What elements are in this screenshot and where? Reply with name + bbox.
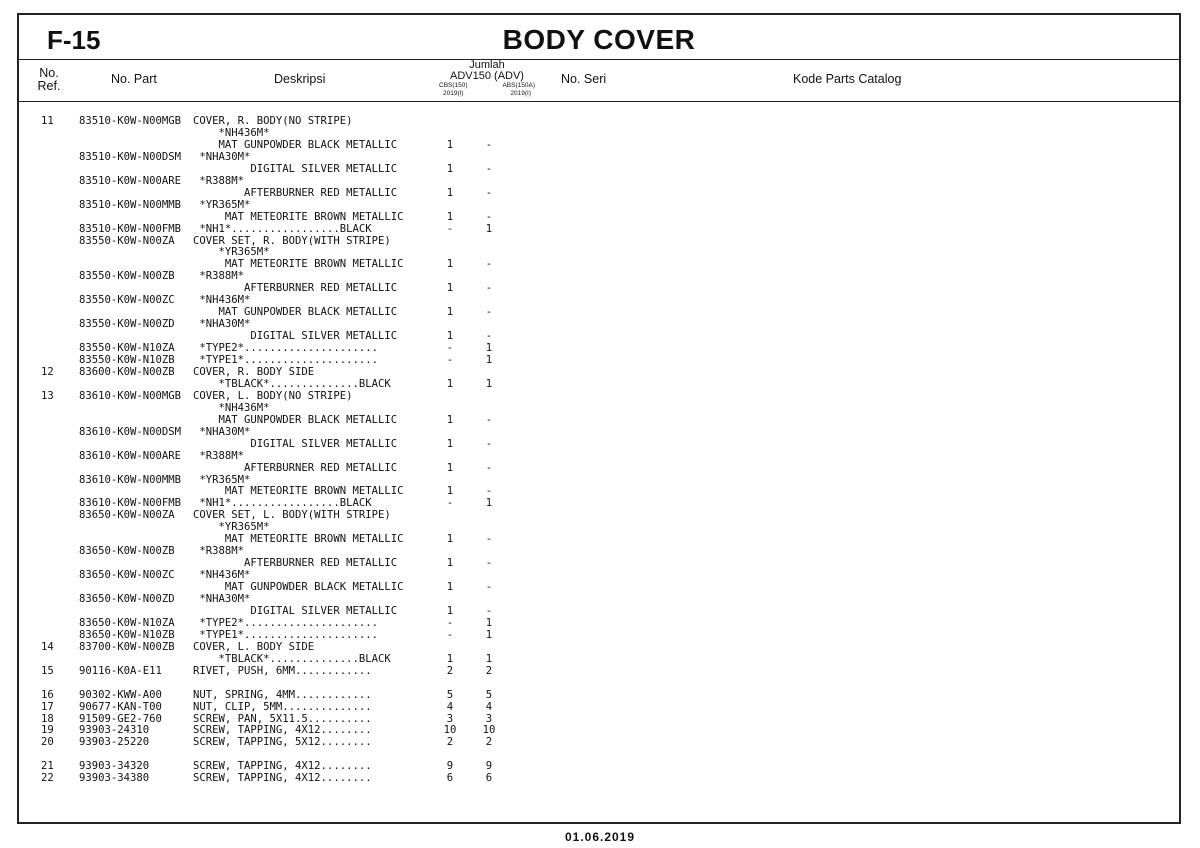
part-description: DIGITAL SILVER METALLIC xyxy=(193,330,398,343)
qty-cbs: 1 xyxy=(446,652,454,665)
qty-abs: 1 xyxy=(485,497,493,510)
column-header-row xyxy=(19,60,1179,102)
qty-abs: 1 xyxy=(485,222,493,235)
part-number: 83610-K0W-N00MGB xyxy=(79,389,182,402)
ref-number: 22 xyxy=(41,772,54,785)
part-description: *NHA30M* xyxy=(193,318,251,331)
part-description: NUT, SPRING, 4MM............ xyxy=(193,688,372,701)
variant2-year: 2019(I) xyxy=(510,90,531,97)
part-description: *NH436M* xyxy=(193,126,270,139)
qty-cbs: 1 xyxy=(446,557,454,570)
part-description: *NHA30M* xyxy=(193,425,251,438)
qty-abs: 1 xyxy=(485,652,493,665)
part-number: 90677-KAN-T00 xyxy=(79,700,162,713)
part-description: *NH436M* xyxy=(193,569,251,582)
part-description: *NH436M* xyxy=(193,294,251,307)
part-description: COVER, L. BODY(NO STRIPE) xyxy=(193,389,353,402)
qty-abs: - xyxy=(485,162,493,175)
part-description: MAT GUNPOWDER BLACK METALLIC xyxy=(193,413,398,426)
part-description: *YR365M* xyxy=(193,198,251,211)
qty-cbs: - xyxy=(446,628,454,641)
qty-abs: 2 xyxy=(485,736,493,749)
footer-date: 01.06.2019 xyxy=(564,830,636,844)
qty-abs: - xyxy=(485,557,493,570)
qty-abs: - xyxy=(485,604,493,617)
part-description: NUT, CLIP, 5MM.............. xyxy=(193,700,372,713)
ref-number: 18 xyxy=(41,712,54,725)
part-description: COVER, R. BODY(NO STRIPE) xyxy=(193,115,353,127)
column-no-seri: No. Seri xyxy=(561,72,607,86)
qty-abs: 6 xyxy=(485,772,493,785)
ref-number: 15 xyxy=(41,664,54,677)
part-number: 83550-K0W-N00ZB xyxy=(79,270,175,283)
qty-cbs: 1 xyxy=(446,162,454,175)
qty-cbs: 2 xyxy=(446,736,454,749)
qty-cbs: 1 xyxy=(446,485,454,498)
part-description: MAT METEORITE BROWN METALLIC xyxy=(193,533,404,546)
part-number: 91509-GE2-760 xyxy=(79,712,162,725)
column-deskripsi: Deskripsi xyxy=(274,72,326,86)
part-number: 83610-K0W-N00DSM xyxy=(79,425,182,438)
part-description: MAT METEORITE BROWN METALLIC xyxy=(193,210,404,223)
part-description: SCREW, TAPPING, 4X12........ xyxy=(193,760,372,773)
part-number: 83700-K0W-N00ZB xyxy=(79,640,175,653)
ref-number: 21 xyxy=(41,760,54,773)
qty-abs: - xyxy=(485,413,493,426)
part-number: 93903-34320 xyxy=(79,760,150,773)
part-description: *NH1*.................BLACK xyxy=(193,222,372,235)
part-number: 90116-K0A-E11 xyxy=(79,664,162,677)
part-number: 83610-K0W-N00FMB xyxy=(79,497,182,510)
part-number: 93903-24310 xyxy=(79,724,150,737)
part-description: *TYPE2*..................... xyxy=(193,616,378,629)
qty-abs: 1 xyxy=(485,354,493,366)
variant2-label: ABS(150A) xyxy=(502,82,535,89)
variant-row-2 xyxy=(437,90,537,98)
part-description: RIVET, PUSH, 6MM............ xyxy=(193,664,372,677)
part-description: *TBLACK*..............BLACK xyxy=(193,377,391,390)
ref-number: 16 xyxy=(41,688,54,701)
part-description: *YR365M* xyxy=(193,473,251,486)
qty-cbs: - xyxy=(446,354,454,366)
part-number: 83550-K0W-N00ZA xyxy=(79,234,175,247)
variant1-year: 2019(I) xyxy=(443,90,464,97)
ref-number: 19 xyxy=(41,724,54,737)
part-number: 83550-K0W-N00ZD xyxy=(79,318,175,331)
qty-abs: 5 xyxy=(485,688,493,701)
part-number: 83610-K0W-N00MMB xyxy=(79,473,182,486)
part-description: COVER, L. BODY SIDE xyxy=(193,640,315,653)
qty-cbs: - xyxy=(446,497,454,510)
column-kode-parts-catalog: Kode Parts Catalog xyxy=(793,72,902,86)
column-no-ref-line1: No. xyxy=(39,66,59,80)
part-description: MAT METEORITE BROWN METALLIC xyxy=(193,258,404,271)
qty-cbs: 1 xyxy=(446,413,454,426)
part-number: 83650-K0W-N00ZD xyxy=(79,593,175,605)
part-description: COVER SET, L. BODY(WITH STRIPE) xyxy=(193,509,391,522)
qty-abs: - xyxy=(485,282,493,295)
qty-cbs: 1 xyxy=(446,306,454,319)
part-description: DIGITAL SILVER METALLIC xyxy=(193,162,398,175)
part-description: MAT GUNPOWDER BLACK METALLIC xyxy=(193,581,404,594)
part-description: AFTERBURNER RED METALLIC xyxy=(193,557,398,570)
part-description: SCREW, TAPPING, 4X12........ xyxy=(193,772,372,785)
qty-cbs: 1 xyxy=(446,604,454,617)
part-description: *R388M* xyxy=(193,270,245,283)
part-number: 83550-K0W-N10ZB xyxy=(79,354,175,366)
part-description: AFTERBURNER RED METALLIC xyxy=(193,461,398,474)
part-number: 83650-K0W-N00ZA xyxy=(79,509,175,522)
ref-number: 14 xyxy=(41,640,54,653)
ref-number: 17 xyxy=(41,700,54,713)
qty-cbs: 1 xyxy=(446,186,454,199)
column-jumlah xyxy=(437,60,537,98)
part-number: 83610-K0W-N00ARE xyxy=(79,449,182,462)
part-number: 83510-K0W-N00MGB xyxy=(79,115,182,127)
qty-cbs: 1 xyxy=(446,533,454,546)
qty-abs: - xyxy=(485,138,493,151)
ref-number: 20 xyxy=(41,736,54,749)
qty-cbs: 1 xyxy=(446,138,454,151)
part-description: AFTERBURNER RED METALLIC xyxy=(193,186,398,199)
qty-cbs: 2 xyxy=(446,664,454,677)
part-description: DIGITAL SILVER METALLIC xyxy=(193,604,398,617)
part-description: *R388M* xyxy=(193,449,245,462)
ref-number: 12 xyxy=(41,365,54,378)
part-number: 83510-K0W-N00MMB xyxy=(79,198,182,211)
ref-number: 13 xyxy=(41,389,54,402)
qty-cbs: 3 xyxy=(446,712,454,725)
part-description: SCREW, TAPPING, 5X12........ xyxy=(193,736,372,749)
part-description: AFTERBURNER RED METALLIC xyxy=(193,282,398,295)
qty-abs: - xyxy=(485,258,493,271)
qty-abs: 1 xyxy=(485,616,493,629)
part-description: *R388M* xyxy=(193,174,245,187)
qty-cbs: 1 xyxy=(446,330,454,343)
part-number: 83650-K0W-N00ZB xyxy=(79,545,175,558)
qty-abs: - xyxy=(485,581,493,594)
part-description: *YR365M* xyxy=(193,246,270,259)
qty-cbs: - xyxy=(446,342,454,355)
part-description: COVER SET, R. BODY(WITH STRIPE) xyxy=(193,234,391,247)
variant1-label: CBS(150) xyxy=(439,82,468,89)
part-description: DIGITAL SILVER METALLIC xyxy=(193,437,398,450)
qty-abs: 10 xyxy=(482,724,496,737)
part-description: *TYPE1*..................... xyxy=(193,628,378,641)
qty-abs: 9 xyxy=(485,760,493,773)
part-number: 90302-KWW-A00 xyxy=(79,688,162,701)
part-description: *NHA30M* xyxy=(193,150,251,163)
column-no-part: No. Part xyxy=(111,72,157,86)
part-number: 83650-K0W-N10ZB xyxy=(79,628,175,641)
part-description: MAT GUNPOWDER BLACK METALLIC xyxy=(193,138,398,151)
qty-cbs: 1 xyxy=(446,437,454,450)
qty-cbs: 1 xyxy=(446,210,454,223)
qty-cbs: 1 xyxy=(446,258,454,271)
qty-abs: - xyxy=(485,461,493,474)
qty-cbs: 6 xyxy=(446,772,454,785)
part-number: 83510-K0W-N00DSM xyxy=(79,150,182,163)
qty-abs: - xyxy=(485,485,493,498)
qty-cbs: 5 xyxy=(446,688,454,701)
part-description: COVER, R. BODY SIDE xyxy=(193,365,315,378)
variant-row-1 xyxy=(437,82,537,90)
part-description: *NH436M* xyxy=(193,401,270,414)
part-number: 93903-25220 xyxy=(79,736,150,749)
qty-abs: 1 xyxy=(485,342,493,355)
qty-abs: - xyxy=(485,330,493,343)
qty-cbs: 1 xyxy=(446,461,454,474)
column-no-ref-line2: Ref. xyxy=(37,79,61,93)
qty-abs: - xyxy=(485,437,493,450)
part-description: SCREW, TAPPING, 4X12........ xyxy=(193,724,372,737)
qty-cbs: 4 xyxy=(446,700,454,713)
part-number: 83510-K0W-N00FMB xyxy=(79,222,182,235)
qty-cbs: - xyxy=(446,616,454,629)
part-number: 83650-K0W-N10ZA xyxy=(79,616,175,629)
qty-abs: 1 xyxy=(485,377,493,390)
part-description: *TBLACK*..............BLACK xyxy=(193,652,391,665)
column-jumlah-model: ADV150 (ADV) xyxy=(450,70,524,82)
part-description: MAT METEORITE BROWN METALLIC xyxy=(193,485,404,498)
column-no-ref xyxy=(35,67,63,93)
ref-number: 11 xyxy=(41,115,54,127)
part-description: *YR365M* xyxy=(193,521,270,534)
page-frame xyxy=(17,13,1181,824)
qty-cbs: 1 xyxy=(446,581,454,594)
qty-abs: - xyxy=(485,533,493,546)
part-description: *R388M* xyxy=(193,545,245,558)
qty-cbs: 9 xyxy=(446,760,454,773)
column-jumlah-label: Jumlah xyxy=(469,59,505,71)
qty-cbs: 1 xyxy=(446,282,454,295)
qty-cbs: - xyxy=(446,222,454,235)
qty-abs: - xyxy=(485,210,493,223)
part-number: 83600-K0W-N00ZB xyxy=(79,365,175,378)
qty-abs: - xyxy=(485,306,493,319)
part-description: *NH1*.................BLACK xyxy=(193,497,372,510)
section-code: F-15 xyxy=(47,25,101,55)
part-description: *TYPE1*..................... xyxy=(193,354,378,366)
part-description: SCREW, PAN, 5X11.5.......... xyxy=(193,712,372,725)
page-title: BODY COVER xyxy=(502,24,696,55)
qty-abs: 4 xyxy=(485,700,493,713)
qty-cbs: 10 xyxy=(443,724,457,737)
qty-abs: 1 xyxy=(485,628,493,641)
part-description: *NHA30M* xyxy=(193,593,251,605)
part-number: 83650-K0W-N00ZC xyxy=(79,569,175,582)
part-number: 93903-34380 xyxy=(79,772,150,785)
title-bar xyxy=(19,15,1179,60)
part-description: *TYPE2*..................... xyxy=(193,342,378,355)
qty-abs: - xyxy=(485,186,493,199)
part-number: 83510-K0W-N00ARE xyxy=(79,174,182,187)
part-number: 83550-K0W-N10ZA xyxy=(79,342,175,355)
qty-abs: 2 xyxy=(485,664,493,677)
qty-abs: 3 xyxy=(485,712,493,725)
part-description: MAT GUNPOWDER BLACK METALLIC xyxy=(193,306,398,319)
qty-cbs: 1 xyxy=(446,377,454,390)
part-number: 83550-K0W-N00ZC xyxy=(79,294,175,307)
